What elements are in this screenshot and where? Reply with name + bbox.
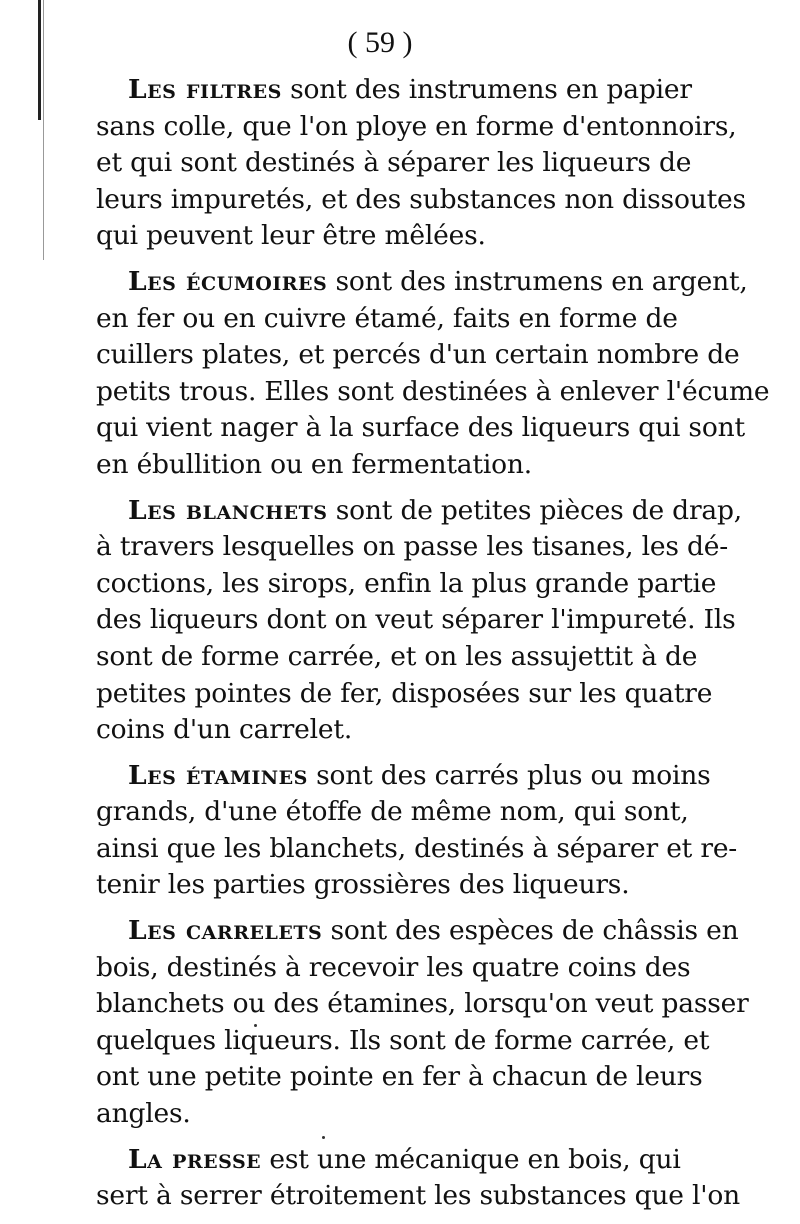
text-line <box>96 301 678 338</box>
line-text: sert à serrer étroitement les substances que l'on <box>96 1180 740 1212</box>
paragraph <box>96 264 770 484</box>
text-line <box>96 676 713 713</box>
text-line <box>96 950 691 987</box>
line-text: à travers lesquelles on passe les tisanes, les dé- <box>96 531 729 563</box>
line-text: quelques liqueurs. Ils sont de forme carrée, et <box>96 1024 710 1056</box>
margin-binding-line <box>38 0 41 120</box>
paragraph <box>96 758 738 904</box>
line-text: petits trous. Elles sont destinées à enlever l'écume <box>96 375 770 407</box>
line-text: et qui sont destinés à séparer les liqueurs de <box>96 147 692 179</box>
entry-term: Les écumoires <box>128 265 328 297</box>
paragraph <box>96 913 749 1133</box>
line-text: leurs impuretés, et des substances non dissoutes <box>96 183 746 215</box>
line-text: sont des espèces de châssis en <box>330 915 739 947</box>
line-text: sans colle, que l'on ploye en forme d'entonnoirs, <box>96 110 737 142</box>
text-line <box>96 374 770 411</box>
line-text: est une mécanique en bois, qui <box>269 1143 681 1175</box>
line-text: en fer ou en cuivre étamé, faits en forme de <box>96 302 678 334</box>
text-line <box>96 447 672 484</box>
text-line <box>96 1059 703 1096</box>
line-text: bois, destinés à recevoir les quatre coins des <box>96 951 691 983</box>
text-line <box>96 1096 672 1133</box>
line-text: ainsi que les blanchets, destinés à séparer et re- <box>96 832 738 864</box>
text-line <box>96 109 737 146</box>
line-text: ont une petite pointe en fer à chacun de leurs <box>96 1061 703 1093</box>
text-line <box>96 831 738 868</box>
line-text: angles. <box>96 1098 191 1130</box>
text-line <box>96 913 739 950</box>
entry-term: La presse <box>128 1143 262 1175</box>
text-line <box>96 712 672 749</box>
line-text: coctions, les sirops, enfin la plus grande partie <box>96 567 717 599</box>
text-line <box>96 218 672 255</box>
body-text <box>96 72 770 1224</box>
line-text: grands, d'une étoffe de même nom, qui sont, <box>96 796 689 828</box>
text-line <box>96 986 749 1023</box>
line-text: en ébullition ou en fermentation. <box>96 448 532 480</box>
text-line <box>96 1023 710 1060</box>
paragraph <box>96 72 746 255</box>
line-text: qui peuvent leur être mêlées. <box>96 220 486 252</box>
text-line <box>96 794 689 831</box>
line-text: qui vient nager à la surface des liqueurs qui sont <box>96 412 745 444</box>
text-line <box>96 145 692 182</box>
entry-term: Les carrelets <box>128 915 323 947</box>
entry-term: Les filtres <box>128 74 282 105</box>
text-line <box>96 758 711 795</box>
text-line <box>96 602 736 639</box>
line-text: cuillers plates, et percés d'un certain nombre de <box>96 339 740 371</box>
line-text: sont de forme carrée, et on les assujettit à de <box>96 640 698 672</box>
paragraph <box>96 1142 740 1215</box>
text-line <box>96 72 692 109</box>
line-text: sont des carrés plus ou moins <box>316 759 711 791</box>
text-line <box>96 493 742 530</box>
text-line <box>96 410 745 447</box>
line-text: des liqueurs dont on veut séparer l'impureté. Ils <box>96 604 736 636</box>
line-text: sont des instrumens en papier <box>290 74 692 105</box>
line-text: petites pointes de fer, disposées sur les quatre <box>96 677 713 709</box>
text-line <box>96 1142 681 1179</box>
text-line <box>96 182 746 219</box>
text-line <box>96 1178 740 1215</box>
line-text: tenir les parties grossières des liqueurs. <box>96 869 630 901</box>
text-line <box>96 337 740 374</box>
line-text: sont des instrumens en argent, <box>335 265 748 297</box>
text-line <box>96 639 698 676</box>
line-text: coins d'un carrelet. <box>96 714 353 746</box>
line-text: sont de petites pièces de drap, <box>335 494 742 526</box>
text-line <box>96 264 748 301</box>
entry-term: Les blanchets <box>128 494 328 526</box>
text-line <box>96 566 717 603</box>
entry-term: Les étamines <box>128 759 308 791</box>
paragraph <box>96 493 742 749</box>
text-line <box>96 529 729 566</box>
line-text: blanchets ou des étamines, lorsqu'on veut passer <box>96 988 749 1020</box>
text-line <box>96 867 672 904</box>
page-number: ( 59 ) <box>347 26 413 59</box>
